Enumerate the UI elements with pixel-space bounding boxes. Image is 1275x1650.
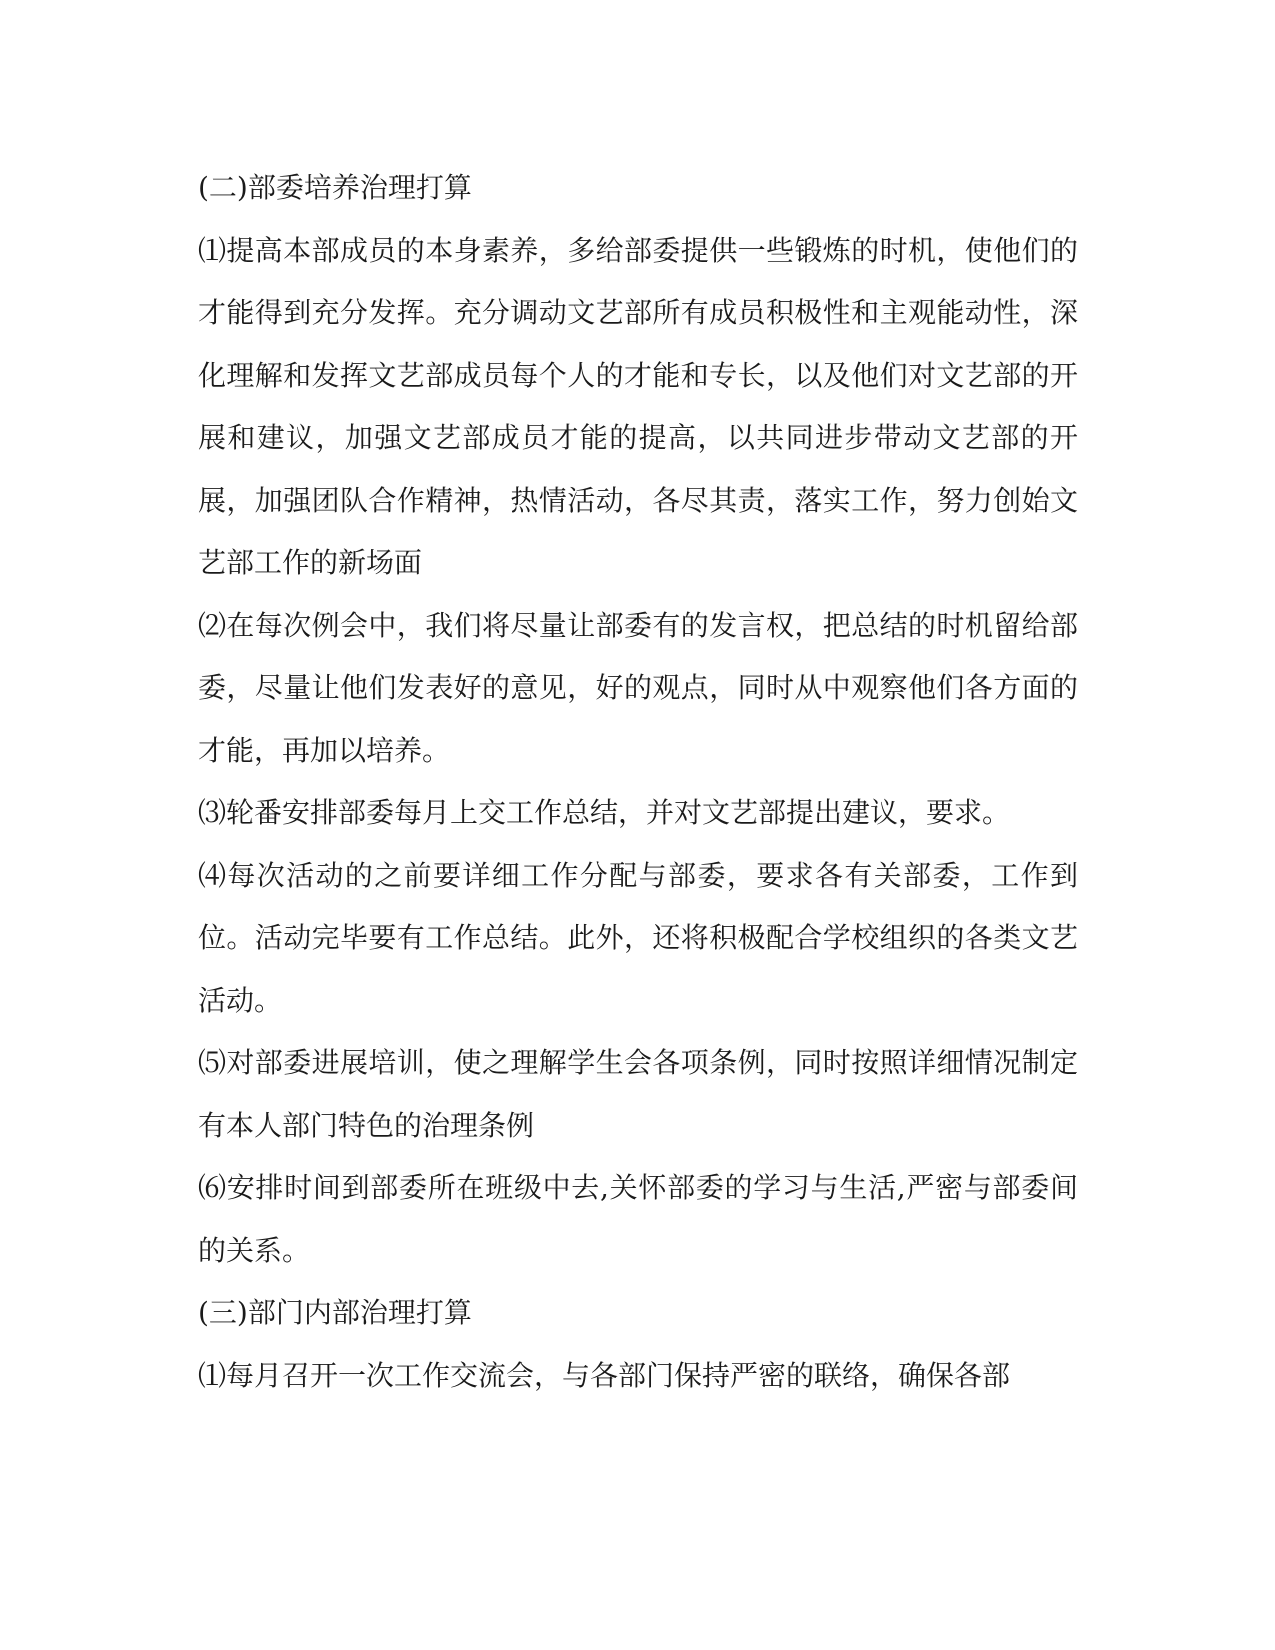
paragraph-item-1: ⑴提高本部成员的本身素养，多给部委提供一些锻炼的时机，使他们的才能得到充分发挥。充分调动文艺部所有成员积极性和主观能动性，深化理解和发挥文艺部成员每个人的才能和专长，以及他们对文艺部的开展和建议，加强文艺部成员才能的提高，以共同进步带动文艺部的开展，加强团队合作精神，热情活动，各尽其责，落实工作，努力创始文艺部工作的新场面	[198, 233, 1078, 579]
document-body	[198, 157, 1078, 1407]
section-heading-2: (二)部委培养治理打算	[198, 171, 472, 204]
paragraph-item-6: ⑹安排时间到部委所在班级中去,关怀部委的学习与生活,严密与部委间的关系。	[198, 1171, 1078, 1267]
paragraph-item-4: ⑷每次活动的之前要详细工作分配与部委，要求各有关部委，工作到位。活动完毕要有工作总结。此外，还将积极配合学校组织的各类文艺活动。	[198, 858, 1078, 1017]
paragraph-item-5: ⑸对部委进展培训，使之理解学生会各项条例，同时按照详细情况制定有本人部门特色的治理条例	[198, 1046, 1078, 1142]
paragraph-item-1b: ⑴每月召开一次工作交流会，与各部门保持严密的联络，确保各部	[198, 1358, 1011, 1392]
paragraph-item-3: ⑶轮番安排部委每月上交工作总结，并对文艺部提出建议，要求。	[198, 796, 1011, 829]
paragraph-item-2: ⑵在每次例会中，我们将尽量让部委有的发言权，把总结的时机留给部委，尽量让他们发表好的意见，好的观点，同时从中观察他们各方面的才能，再加以培养。	[198, 608, 1078, 767]
section-heading-3: (三)部门内部治理打算	[198, 1296, 472, 1329]
